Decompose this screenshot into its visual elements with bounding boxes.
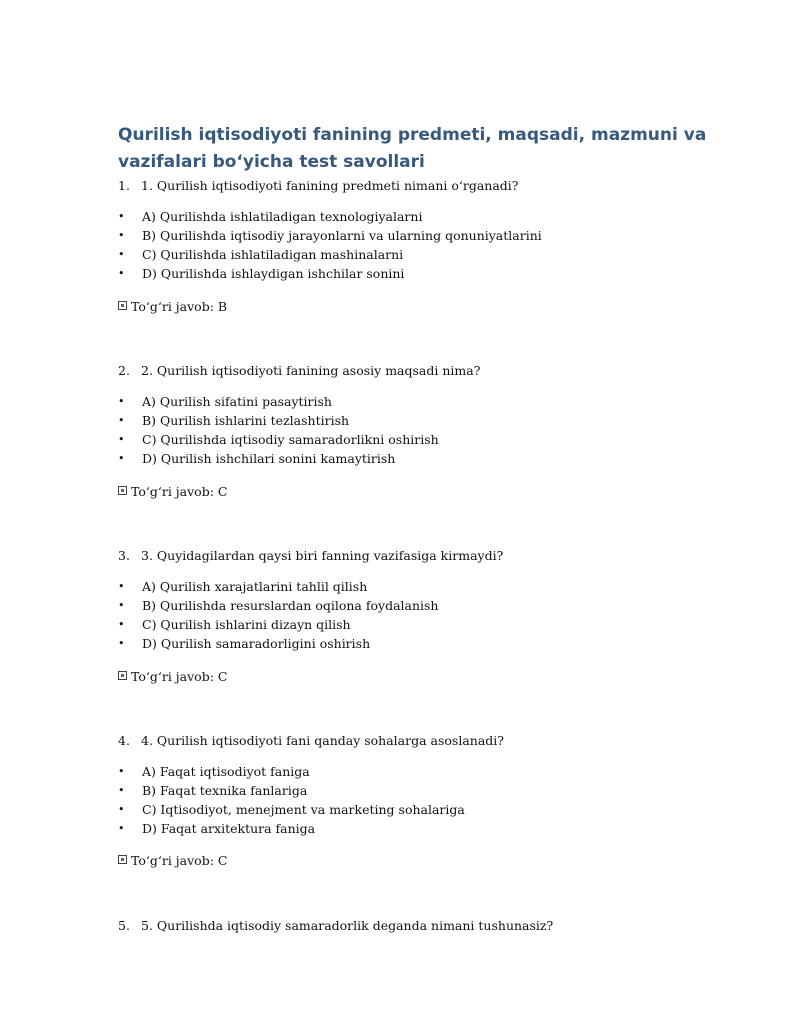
question-1 bbox=[118, 176, 518, 195]
bullet-icon: • bbox=[118, 599, 125, 612]
option-item: • C) Qurilishda iqtisodiy samaradorlikni oshirish bbox=[118, 432, 439, 447]
option-item: • D) Qurilish ishchilari sonini kamaytirish bbox=[118, 451, 396, 466]
bullet-icon: • bbox=[118, 822, 125, 835]
option-item: • C) Iqtisodiyot, menejment va marketing sohalariga bbox=[118, 802, 465, 817]
bullet-icon: • bbox=[118, 395, 125, 408]
question-text: 5. Qurilishda iqtisodiy samaradorlik deganda nimani tushunasiz? bbox=[141, 918, 554, 933]
question-number: 2. bbox=[118, 363, 130, 378]
bullet-icon: • bbox=[118, 248, 125, 261]
option-item: • B) Qurilishda iqtisodiy jarayonlarni va ularning qonuniyatlarini bbox=[118, 228, 542, 243]
answer-4: To‘g‘ri javob: C bbox=[118, 851, 227, 870]
options-list-2 bbox=[118, 392, 439, 468]
option-item: • D) Qurilishda ishlaydigan ishchilar sonini bbox=[118, 266, 405, 281]
question-3 bbox=[118, 546, 503, 565]
answer-1: To‘g‘ri javob: B bbox=[118, 297, 227, 316]
bullet-icon: • bbox=[118, 452, 125, 465]
bullet-icon: • bbox=[118, 414, 125, 427]
checkbox-glyph-icon bbox=[118, 486, 127, 495]
option-item: • B) Qurilishda resurslardan oqilona foydalanish bbox=[118, 598, 439, 613]
question-text: 4. Qurilish iqtisodiyoti fani qanday sohalarga asoslanadi? bbox=[141, 733, 505, 748]
option-item: • B) Faqat texnika fanlariga bbox=[118, 783, 308, 798]
bullet-icon: • bbox=[118, 765, 125, 778]
option-item: • B) Qurilish ishlarini tezlashtirish bbox=[118, 413, 350, 428]
option-item: • D) Faqat arxitektura faniga bbox=[118, 821, 316, 836]
bullet-icon: • bbox=[118, 637, 125, 650]
bullet-icon: • bbox=[118, 433, 125, 446]
question-number: 1. bbox=[118, 178, 130, 193]
option-item: • C) Qurilishda ishlatiladigan mashinalarni bbox=[118, 247, 404, 262]
options-list-4 bbox=[118, 762, 465, 838]
question-number: 4. bbox=[118, 733, 130, 748]
checkbox-glyph-icon bbox=[118, 671, 127, 680]
option-item: • C) Qurilish ishlarini dizayn qilish bbox=[118, 617, 351, 632]
checkbox-glyph-icon bbox=[118, 301, 127, 310]
bullet-icon: • bbox=[118, 267, 125, 280]
option-item: • A) Qurilish sifatini pasaytirish bbox=[118, 394, 332, 409]
question-number: 5. bbox=[118, 918, 130, 933]
bullet-icon: • bbox=[118, 229, 125, 242]
bullet-icon: • bbox=[118, 784, 125, 797]
options-list-3 bbox=[118, 577, 438, 653]
answer-3: To‘g‘ri javob: C bbox=[118, 667, 227, 686]
bullet-icon: • bbox=[118, 803, 125, 816]
question-text: 1. Qurilish iqtisodiyoti fanining predmeti nimani o‘rganadi? bbox=[141, 178, 519, 193]
checkbox-glyph-icon bbox=[118, 855, 127, 864]
bullet-icon: • bbox=[118, 210, 125, 223]
question-text: 3. Quyidagilardan qaysi biri fanning vazifasiga kirmaydi? bbox=[141, 548, 504, 563]
question-number: 3. bbox=[118, 548, 130, 563]
bullet-icon: • bbox=[118, 580, 125, 593]
question-5 bbox=[118, 916, 553, 935]
question-4 bbox=[118, 731, 504, 750]
bullet-icon: • bbox=[118, 618, 125, 631]
question-text: 2. Qurilish iqtisodiyoti fanining asosiy maqsadi nima? bbox=[141, 363, 481, 378]
option-item: • A) Qurilish xarajatlarini tahlil qilish bbox=[118, 579, 368, 594]
option-item: • A) Faqat iqtisodiyot faniga bbox=[118, 764, 310, 779]
option-item: • D) Qurilish samaradorligini oshirish bbox=[118, 636, 371, 651]
document-title: Qurilish iqtisodiyoti fanining predmeti, maqsadi, mazmuni va vazifalari bo‘yicha test savollari bbox=[118, 125, 707, 172]
question-2 bbox=[118, 361, 480, 380]
option-item: • A) Qurilishda ishlatiladigan texnologiyalarni bbox=[118, 209, 423, 224]
options-list-1 bbox=[118, 207, 542, 283]
answer-2: To‘g‘ri javob: C bbox=[118, 482, 227, 501]
